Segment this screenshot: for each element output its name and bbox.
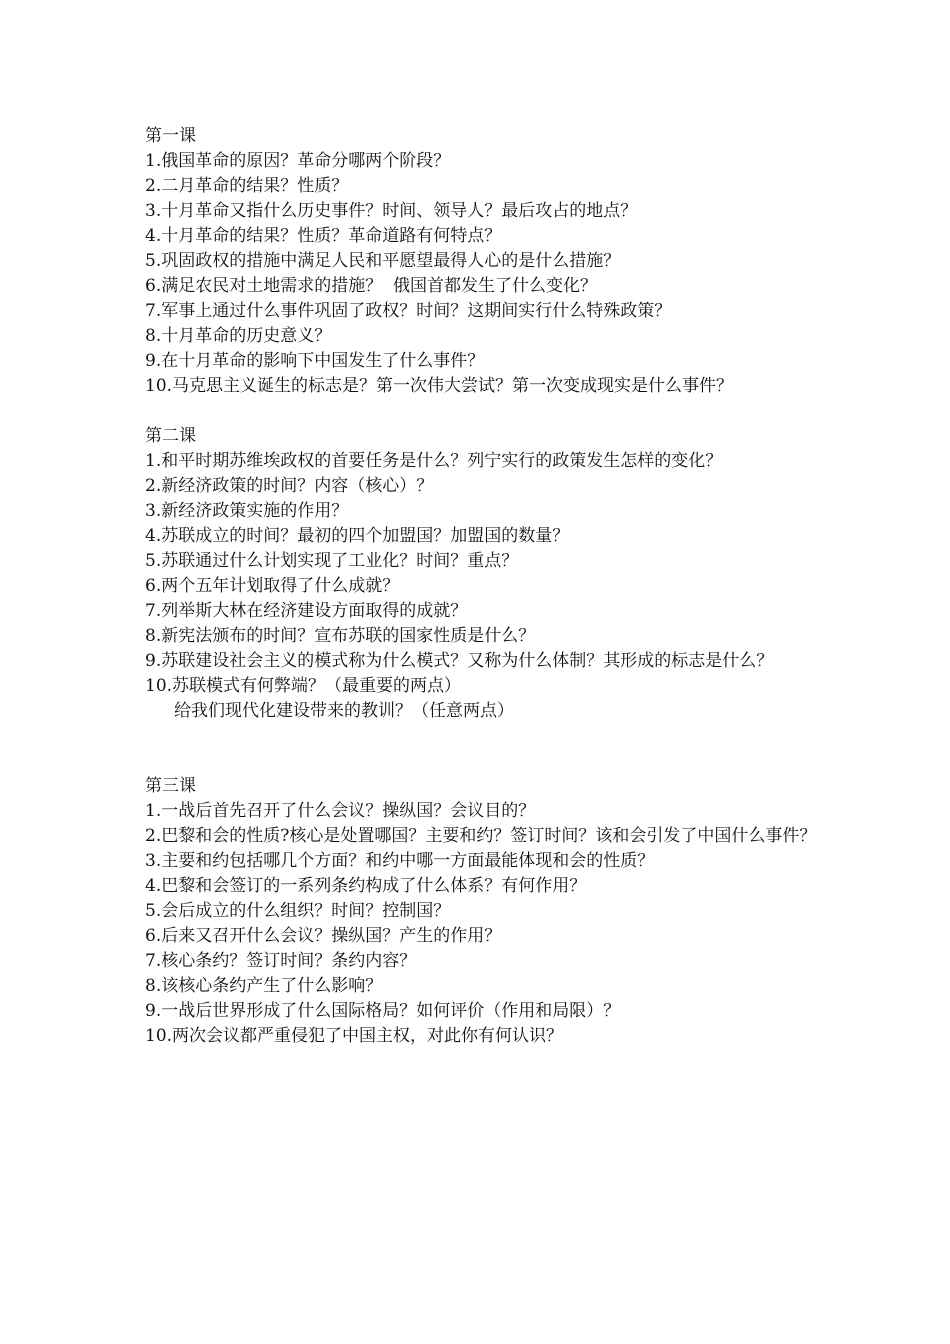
question-item: 1.一战后首先召开了什么会议？操纵国？会议目的？ <box>145 801 536 821</box>
section-lesson-1 <box>145 124 825 399</box>
question-item: 6.满足农民对土地需求的措施？ 俄国首都发生了什么变化？ <box>145 276 598 296</box>
question-item: 4.苏联成立的时间？最初的四个加盟国？加盟国的数量？ <box>145 526 570 546</box>
question-item: 10.两次会议都严重侵犯了中国主权，对此你有何认识？ <box>145 1026 564 1046</box>
question-item: 5.苏联通过什么计划实现了工业化？时间？重点？ <box>145 551 519 571</box>
question-item: 3.主要和约包括哪几个方面？和约中哪一方面最能体现和会的性质？ <box>145 851 655 871</box>
document-content <box>145 124 825 1049</box>
question-item: 9.在十月革命的影响下中国发生了什么事件？ <box>145 351 485 371</box>
question-item: 5.巩固政权的措施中满足人民和平愿望最得人心的是什么措施？ <box>145 251 621 271</box>
question-item: 1.和平时期苏维埃政权的首要任务是什么？列宁实行的政策发生怎样的变化？ <box>145 451 723 471</box>
question-item: 3.十月革命又指什么历史事件？时间、领导人？最后攻占的地点？ <box>145 201 638 221</box>
question-item: 8.该核心条约产生了什么影响？ <box>145 976 383 996</box>
question-item: 4.巴黎和会签订的一系列条约构成了什么体系？有何作用？ <box>145 876 587 896</box>
question-item: 1.俄国革命的原因？革命分哪两个阶段？ <box>145 151 451 171</box>
question-item: 7.核心条约？签订时间？条约内容？ <box>145 951 417 971</box>
question-item: 7.军事上通过什么事件巩固了政权？时间？这期间实行什么特殊政策？ <box>145 301 672 321</box>
question-item-continuation: 给我们现代化建设带来的教训？（任意两点） <box>174 701 514 721</box>
section-title: 第三课 <box>145 776 196 796</box>
question-item: 9.苏联建设社会主义的模式称为什么模式？又称为什么体制？其形成的标志是什么？ <box>145 651 774 671</box>
section-lesson-2 <box>145 424 825 724</box>
question-item: 8.十月革命的历史意义？ <box>145 326 332 346</box>
question-item: 5.会后成立的什么组织？时间？控制国？ <box>145 901 451 921</box>
question-item: 7.列举斯大林在经济建设方面取得的成就？ <box>145 601 468 621</box>
question-item: 10.马克思主义诞生的标志是？第一次伟大尝试？第一次变成现实是什么事件？ <box>145 376 734 396</box>
question-item: 8.新宪法颁布的时间？宣布苏联的国家性质是什么？ <box>145 626 536 646</box>
question-item: 2.新经济政策的时间？内容（核心）？ <box>145 476 434 496</box>
section-title: 第二课 <box>145 426 196 446</box>
question-item: 9.一战后世界形成了什么国际格局？如何评价（作用和局限）？ <box>145 1001 621 1021</box>
question-item: 3.新经济政策实施的作用？ <box>145 501 349 521</box>
question-item: 2.巴黎和会的性质?核心是处置哪国？主要和约？签订时间？该和会引发了中国什么事件？ <box>145 826 817 846</box>
section-title: 第一课 <box>145 126 196 146</box>
question-item: 6.后来又召开什么会议？操纵国？产生的作用？ <box>145 926 502 946</box>
section-spacer <box>145 399 825 424</box>
question-item: 2.二月革命的结果？性质？ <box>145 176 349 196</box>
question-item: 4.十月革命的结果？性质？革命道路有何特点？ <box>145 226 502 246</box>
section-spacer <box>145 724 825 774</box>
section-lesson-3 <box>145 774 825 1049</box>
question-item: 10.苏联模式有何弊端？（最重要的两点） <box>145 676 462 696</box>
question-item: 6.两个五年计划取得了什么成就？ <box>145 576 400 596</box>
